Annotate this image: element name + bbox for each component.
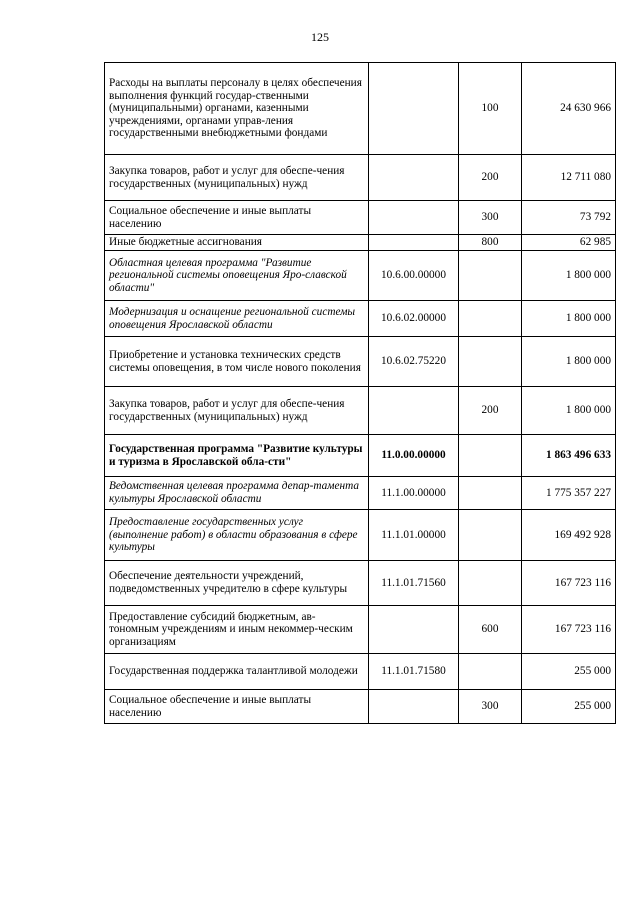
row-code: 11.1.00.00000	[369, 477, 459, 510]
row-amount: 167 723 116	[522, 606, 616, 654]
row-name: Предоставление субсидий бюджетным, ав-тономным учреждениям и иным некоммер-ческим организациям	[105, 606, 369, 654]
row-expense-type: 800	[459, 235, 522, 251]
row-amount: 24 630 966	[522, 63, 616, 155]
row-name: Иные бюджетные ассигнования	[105, 235, 369, 251]
table-row	[105, 561, 616, 606]
row-code: 11.1.01.00000	[369, 510, 459, 561]
row-name: Государственная программа "Развитие культуры и туризма в Ярославской обла-сти"	[105, 435, 369, 477]
row-amount: 73 792	[522, 201, 616, 235]
row-expense-type	[459, 251, 522, 301]
row-expense-type	[459, 510, 522, 561]
row-expense-type	[459, 654, 522, 690]
row-name: Расходы на выплаты персоналу в целях обеспечения выполнения функций государ-ственными (муниципальными) органами, казенными учреждениями, органами управ-ления государственными внебюджетными фондами	[105, 63, 369, 155]
row-expense-type: 100	[459, 63, 522, 155]
row-amount: 255 000	[522, 654, 616, 690]
row-code	[369, 155, 459, 201]
table-row	[105, 301, 616, 337]
row-name: Государственная поддержка талантливой молодежи	[105, 654, 369, 690]
row-code	[369, 387, 459, 435]
row-amount: 62 985	[522, 235, 616, 251]
row-expense-type: 200	[459, 387, 522, 435]
row-code	[369, 606, 459, 654]
table-row	[105, 387, 616, 435]
row-name: Закупка товаров, работ и услуг для обеспе-чения государственных (муниципальных) нужд	[105, 387, 369, 435]
budget-table-body	[105, 63, 616, 724]
row-code: 10.6.02.75220	[369, 337, 459, 387]
row-expense-type	[459, 337, 522, 387]
row-amount: 1 800 000	[522, 387, 616, 435]
row-code	[369, 201, 459, 235]
row-name: Социальное обеспечение и иные выплаты населению	[105, 201, 369, 235]
row-expense-type	[459, 561, 522, 606]
row-name: Закупка товаров, работ и услуг для обеспе-чения государственных (муниципальных) нужд	[105, 155, 369, 201]
row-amount: 255 000	[522, 690, 616, 724]
row-amount: 167 723 116	[522, 561, 616, 606]
row-name: Ведомственная целевая программа депар-тамента культуры Ярославской области	[105, 477, 369, 510]
row-amount: 1 800 000	[522, 301, 616, 337]
table-row	[105, 155, 616, 201]
row-expense-type: 200	[459, 155, 522, 201]
row-expense-type: 600	[459, 606, 522, 654]
table-row	[105, 654, 616, 690]
row-code: 11.1.01.71580	[369, 654, 459, 690]
table-row	[105, 606, 616, 654]
row-code: 11.0.00.00000	[369, 435, 459, 477]
row-code: 10.6.00.00000	[369, 251, 459, 301]
row-amount: 12 711 080	[522, 155, 616, 201]
row-amount: 169 492 928	[522, 510, 616, 561]
row-amount: 1 863 496 633	[522, 435, 616, 477]
row-code: 11.1.01.71560	[369, 561, 459, 606]
row-expense-type: 300	[459, 690, 522, 724]
row-name: Областная целевая программа "Развитие региональной системы оповещения Яро-славской области"	[105, 251, 369, 301]
row-name: Предоставление государственных услуг (выполнение работ) в области образования в сфере культуры	[105, 510, 369, 561]
row-code: 10.6.02.00000	[369, 301, 459, 337]
row-amount: 1 800 000	[522, 251, 616, 301]
row-amount: 1 800 000	[522, 337, 616, 387]
row-amount: 1 775 357 227	[522, 477, 616, 510]
row-name: Обеспечение деятельности учреждений, подведомственных учредителю в сфере культуры	[105, 561, 369, 606]
table-row	[105, 477, 616, 510]
row-code	[369, 63, 459, 155]
budget-table	[104, 62, 616, 724]
row-code	[369, 690, 459, 724]
row-name: Социальное обеспечение и иные выплаты населению	[105, 690, 369, 724]
table-row	[105, 510, 616, 561]
table-row	[105, 201, 616, 235]
table-row	[105, 235, 616, 251]
row-name: Модернизация и оснащение региональной системы оповещения Ярославской области	[105, 301, 369, 337]
table-row	[105, 337, 616, 387]
row-code	[369, 235, 459, 251]
row-expense-type	[459, 477, 522, 510]
row-expense-type: 300	[459, 201, 522, 235]
row-expense-type	[459, 301, 522, 337]
table-row	[105, 435, 616, 477]
row-name: Приобретение и установка технических средств системы оповещения, в том числе нового поколения	[105, 337, 369, 387]
table-row	[105, 63, 616, 155]
table-row	[105, 690, 616, 724]
row-expense-type	[459, 435, 522, 477]
page-number: 125	[311, 30, 329, 44]
table-row	[105, 251, 616, 301]
